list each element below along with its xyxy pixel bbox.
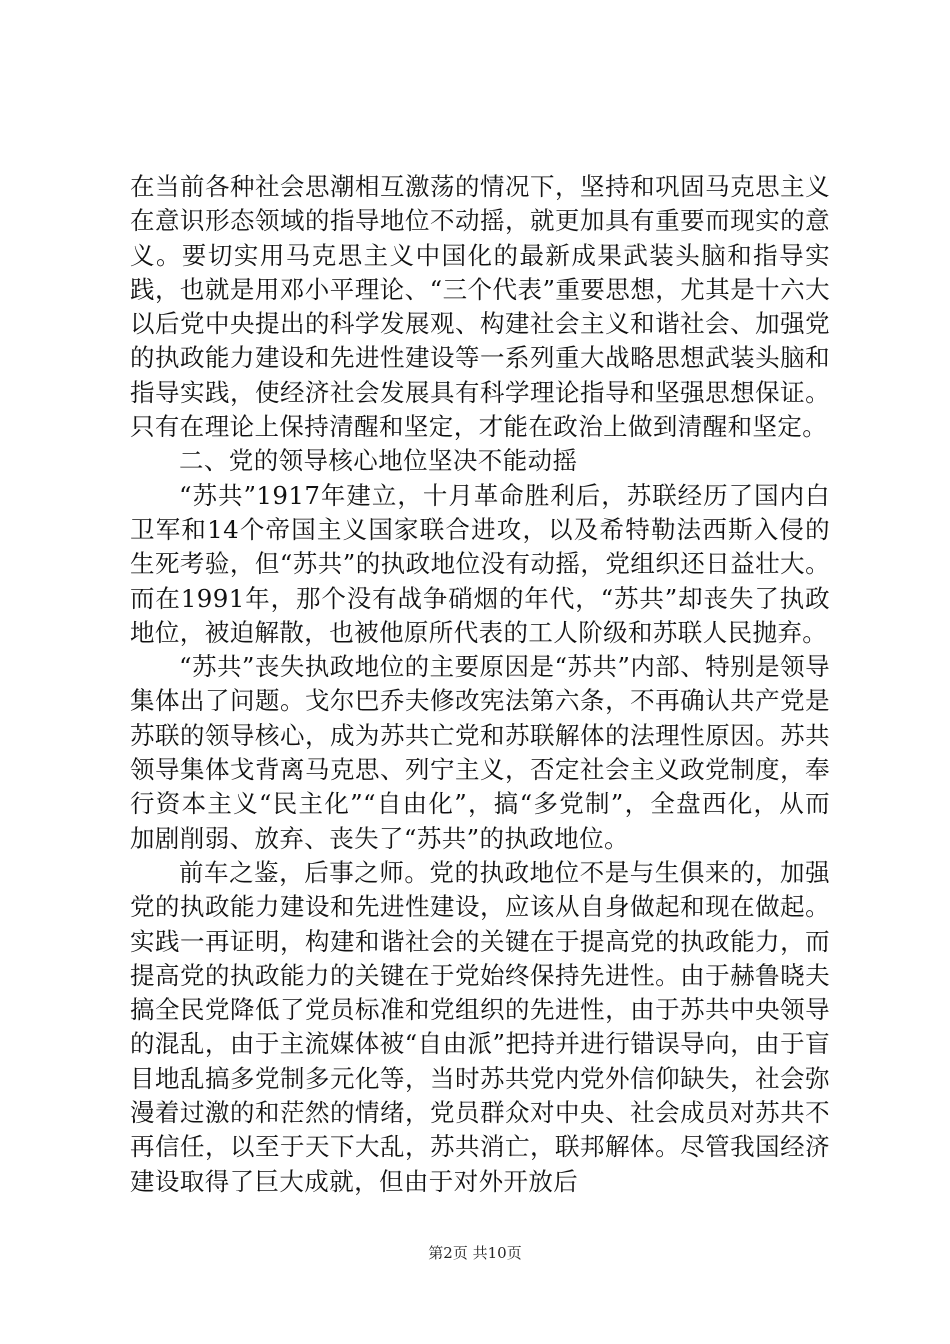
section-heading: 二、党的领导核心地位坚决不能动摇	[179, 446, 578, 476]
paragraph: 前车之鉴，后事之师。党的执政地位不是与生俱来的，加强党的执政能力建设和先进性建设，应该从自身做起和现在做起。实践一再证明，构建和谐社会的关键在于提高党的执政能力，而提高党的执政能力的关键在于党始终保持先进性。由于赫鲁晓夫搞全民党降低了党员标准和党组织的先进性，由于苏共中央领导的混乱，由于主流媒体被“自由派”把持并进行错误导向，由于盲目地乱搞多党制多元化等，当时苏共党内党外信仰缺失，社会弥漫着过激的和茫然的情绪，党员群众对中央、社会成员对苏共不再信任，以至于天下大乱，苏共消亡，联邦解体。尽管我国经济建设取得了巨大成就，但由于对外开放后	[130, 857, 830, 1196]
paragraph: “苏共”丧失执政地位的主要原因是“苏共”内部、特别是领导集体出了问题。戈尔巴乔夫修改宪法第六条，不再确认共产党是苏联的领导核心，成为苏共亡党和苏联解体的法理性原因。苏共领导集体戈背离马克思、列宁主义，否定社会主义政党制度，奉行资本主义“民主化”“自由化”，搞“多党制”，全盘西化，从而加剧削弱、放弃、丧失了“苏共”的执政地位。	[130, 652, 830, 853]
paragraph-continuation: 在当前各种社会思潮相互激荡的情况下，坚持和巩固马克思主义在意识形态领域的指导地位不动摇，就更加具有重要而现实的意义。要切实用马克思主义中国化的最新成果武装头脑和指导实践，也就是用邓小平理论、“三个代表”重要思想，尤其是十六大以后党中央提出的科学发展观、构建社会主义和谐社会、加强党的执政能力建设和先进性建设等一系列重大战略思想武装头脑和指导实践，使经济社会发展具有科学理论指导和坚强思想保证。只有在理论上保持清醒和坚定，才能在政治上做到清醒和坚定。	[130, 172, 830, 442]
page-footer: 第2页 共10页	[428, 1244, 522, 1262]
paragraph: “苏共”1917年建立，十月革命胜利后，苏联经历了国内白卫军和14个帝国主义国家联合进攻，以及希特勒法西斯入侵的生死考验，但“苏共”的执政地位没有动摇，党组织还日益壮大。而在1991年，那个没有战争硝烟的年代，“苏共”却丧失了执政地位，被迫解散，也被他原所代表的工人阶级和苏联人民抛弃。	[130, 480, 830, 647]
document-body	[130, 170, 830, 1199]
